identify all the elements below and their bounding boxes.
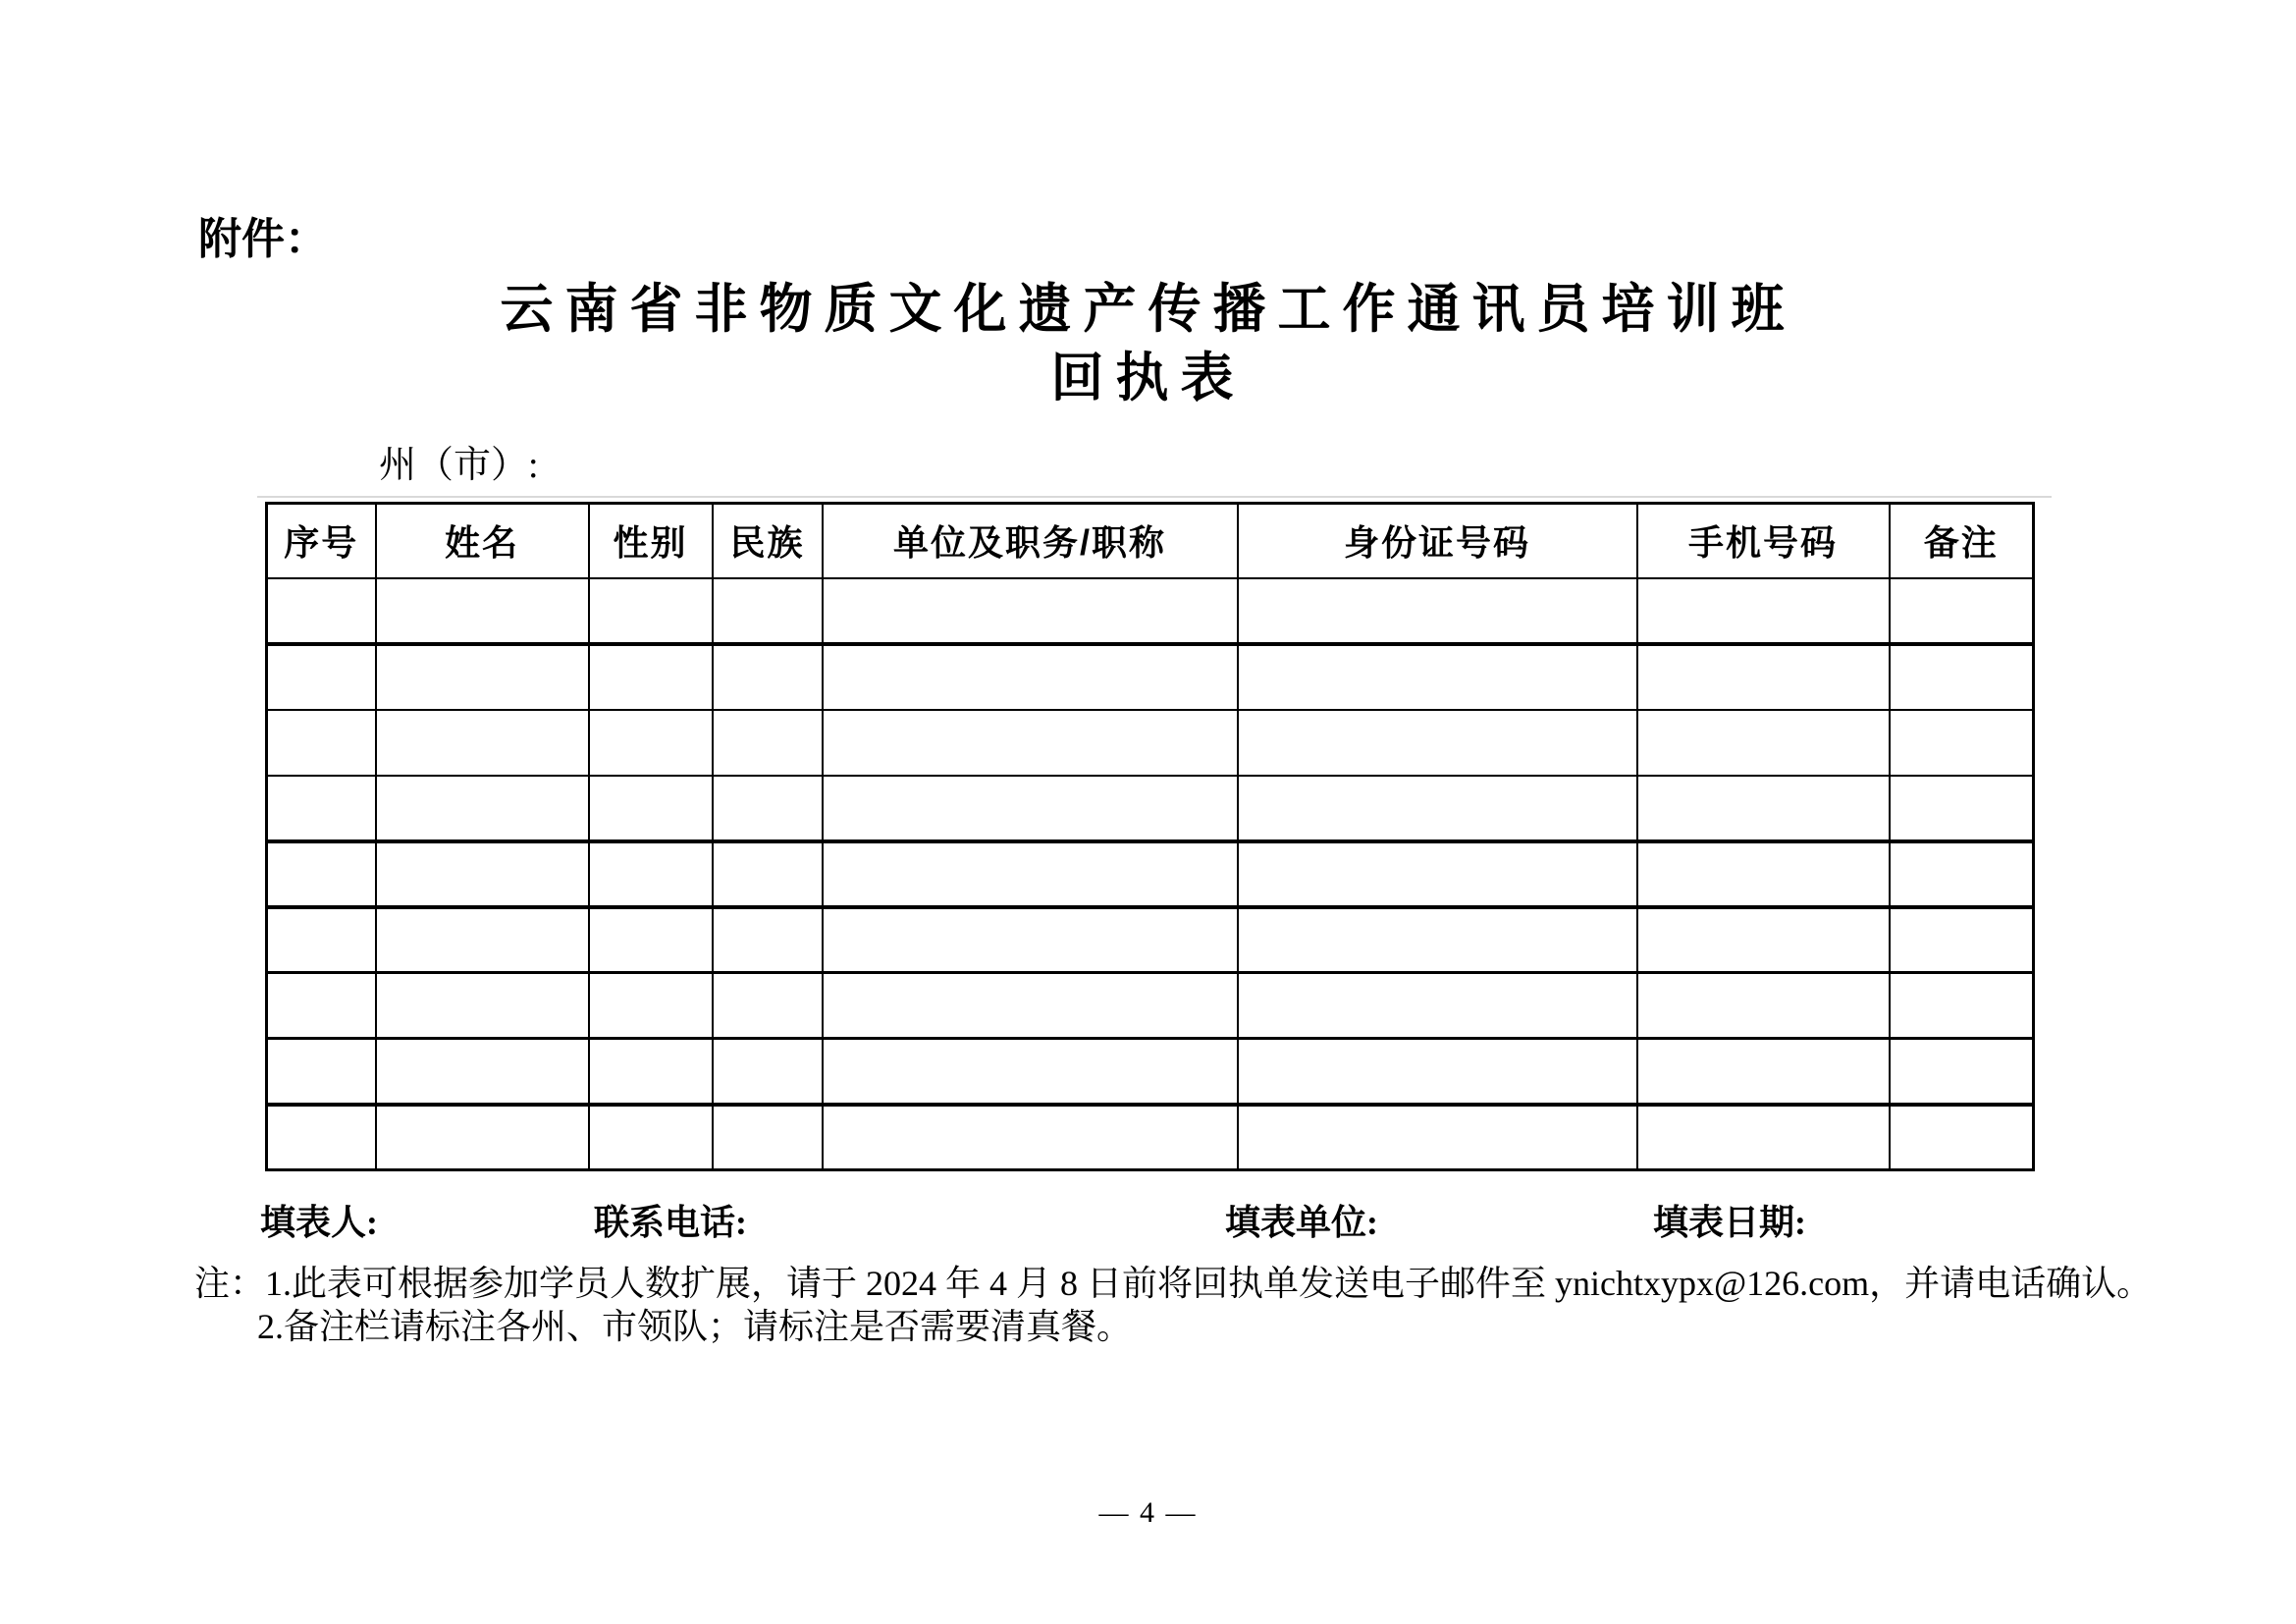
table-cell [1238, 1039, 1637, 1105]
table-cell [376, 710, 589, 776]
document-subtitle: 回执表 [1050, 349, 1246, 407]
table-cell [823, 1039, 1238, 1105]
table-row [267, 841, 2034, 907]
header-cell-unit-position: 单位及职务/职称 [823, 504, 1238, 578]
table-cell [1890, 841, 2034, 907]
table-cell [713, 1105, 823, 1170]
table-cell [376, 907, 589, 973]
table-row [267, 578, 2034, 644]
table-cell [1238, 644, 1637, 710]
table-cell [376, 644, 589, 710]
table-cell [713, 578, 823, 644]
table-row [267, 710, 2034, 776]
header-cell-phone: 手机号码 [1637, 504, 1890, 578]
table-cell [376, 973, 589, 1039]
table-cell [589, 710, 713, 776]
attachment-label: 附件： [198, 215, 328, 263]
table-cell [823, 907, 1238, 973]
region-label: 州（市）: [379, 445, 539, 486]
table-cell [589, 973, 713, 1039]
table-cell [376, 1105, 589, 1170]
header-cell-id-number: 身份证号码 [1238, 504, 1637, 578]
document-title: 云南省非物质文化遗产传播工作通讯员培训班 [500, 280, 1796, 339]
table-cell [589, 1039, 713, 1105]
table-cell [1637, 710, 1890, 776]
table-cell [589, 644, 713, 710]
table-cell [1637, 1105, 1890, 1170]
table-cell [1890, 776, 2034, 841]
header-cell-remarks: 备注 [1890, 504, 2034, 578]
table-header-row [267, 504, 2034, 578]
table-cell [267, 1105, 376, 1170]
table-cell [1637, 578, 1890, 644]
table-row [267, 907, 2034, 973]
table-cell [823, 710, 1238, 776]
table-cell [1890, 644, 2034, 710]
header-cell-ethnicity: 民族 [713, 504, 823, 578]
table-cell [1238, 841, 1637, 907]
scan-artifact-line [257, 496, 2052, 498]
note-item-1: 1.此表可根据参加学员人数扩展，请于 2024 年 4 月 8 日前将回执单发送电子邮件至 ynichtxypx@126.com，并请电话确认。 [265, 1264, 2153, 1303]
table-cell [1637, 644, 1890, 710]
note-item-2: 2.备注栏请标注各州、市领队；请标注是否需要清真餐。 [257, 1307, 1133, 1346]
table-cell [1637, 841, 1890, 907]
table-cell [823, 973, 1238, 1039]
table-row [267, 1105, 2034, 1170]
note-prefix: 注： [194, 1264, 266, 1303]
table-cell [713, 1039, 823, 1105]
header-cell-gender: 性别 [589, 504, 713, 578]
table-cell [267, 973, 376, 1039]
note-line-2 [257, 1306, 1132, 1348]
table-cell [823, 841, 1238, 907]
table-cell [267, 710, 376, 776]
table-cell [823, 578, 1238, 644]
table-cell [589, 1105, 713, 1170]
table-cell [267, 578, 376, 644]
table-cell [1238, 776, 1637, 841]
table-cell [1890, 710, 2034, 776]
table-cell [589, 776, 713, 841]
note-line-1 [194, 1263, 2152, 1305]
table-cell [1637, 1039, 1890, 1105]
table-cell [376, 841, 589, 907]
filler-unit-label: 填表单位: [1225, 1203, 1378, 1242]
table-cell [713, 644, 823, 710]
table-cell [1890, 907, 2034, 973]
table-cell [1238, 578, 1637, 644]
table-row [267, 1039, 2034, 1105]
table-cell [823, 644, 1238, 710]
table-cell [823, 776, 1238, 841]
table-cell [589, 907, 713, 973]
table-cell [1890, 1105, 2034, 1170]
table-cell [1890, 1039, 2034, 1105]
table-cell [1238, 710, 1637, 776]
table-cell [267, 841, 376, 907]
fill-date-label: 填表日期: [1653, 1203, 1806, 1242]
table-cell [713, 776, 823, 841]
table-row [267, 644, 2034, 710]
table-cell [267, 907, 376, 973]
header-cell-name: 姓名 [376, 504, 589, 578]
table-cell [376, 776, 589, 841]
reply-form-table [265, 502, 2035, 1171]
table-cell [823, 1105, 1238, 1170]
table-cell [376, 578, 589, 644]
filler-name-label: 填表人: [260, 1203, 378, 1242]
header-cell-index: 序号 [267, 504, 376, 578]
table-cell [267, 644, 376, 710]
table-cell [376, 1039, 589, 1105]
table-cell [1238, 1105, 1637, 1170]
table-cell [1238, 973, 1637, 1039]
table-cell [713, 710, 823, 776]
table-cell [1238, 907, 1637, 973]
table-row [267, 973, 2034, 1039]
table-cell [267, 776, 376, 841]
table-cell [589, 578, 713, 644]
table-cell [713, 973, 823, 1039]
contact-phone-label: 联系电话: [594, 1203, 747, 1242]
table-cell [713, 907, 823, 973]
table-cell [1637, 907, 1890, 973]
table-cell [1890, 578, 2034, 644]
table-cell [1637, 973, 1890, 1039]
table-row [267, 776, 2034, 841]
table-cell [589, 841, 713, 907]
table-cell [1637, 776, 1890, 841]
table-cell [713, 841, 823, 907]
table-body [267, 578, 2034, 1170]
table-cell [267, 1039, 376, 1105]
page-number: — 4 — [1098, 1496, 1198, 1529]
table-cell [1890, 973, 2034, 1039]
